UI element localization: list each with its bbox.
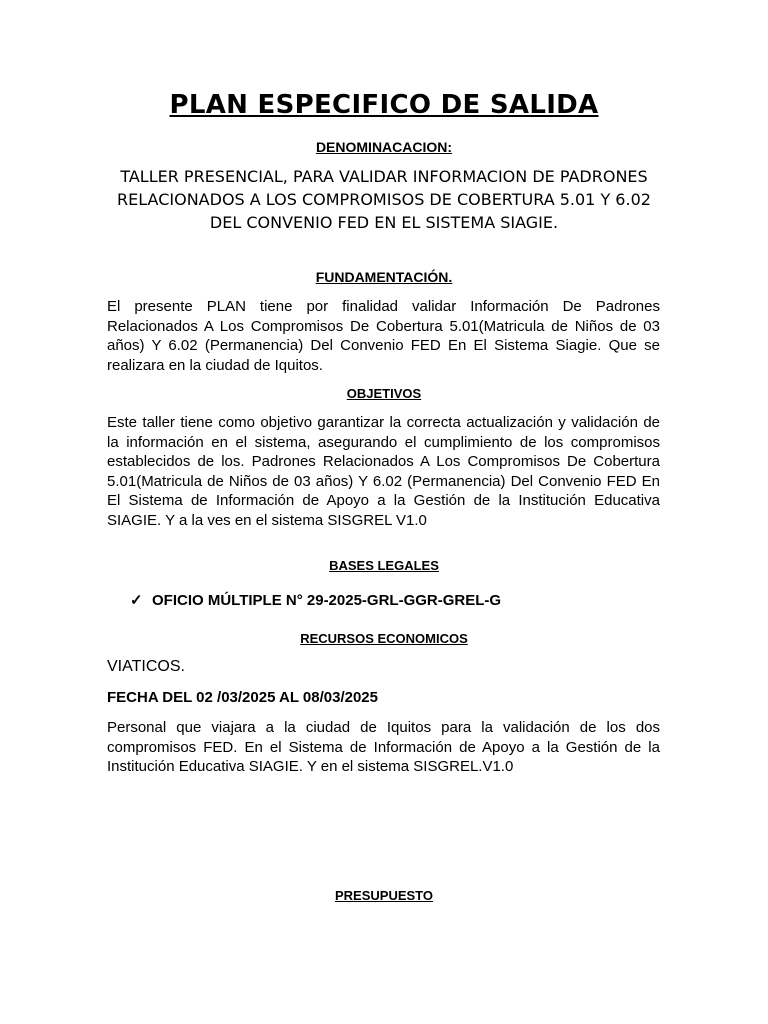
objetivos-heading: OBJETIVOS <box>346 386 422 401</box>
denominacion-heading: DENOMINACACION: <box>315 139 453 155</box>
checkmark-icon: ✓ <box>130 592 143 609</box>
recursos-text: Personal que viajara a la ciudad de Iquitos para la validación de los dos compromisos FED. En el Sistema de Información de Apoyo a la Gestión de la Institución Educativa SIAGIE. Y en el sistema SISGREL.V1.0 <box>107 719 660 775</box>
recursos-heading: RECURSOS ECONOMICOS <box>300 631 468 646</box>
fundamentacion-text: El presente PLAN tiene por finalidad validar Información De Padrones Relacionados A Los Compromisos De Cobertura 5.01(Matricula de Niños de 03 años) Y 6.02 (Permanencia) Del Convenio FED En El Sistema Siagie. Que se realizara en la ciudad de Iquitos. <box>107 298 660 374</box>
fundamentacion-heading: FUNDAMENTACIÓN. <box>315 269 453 285</box>
presupuesto-heading: PRESUPUESTO <box>334 888 433 903</box>
bases-legales-item <box>130 591 501 609</box>
objetivos-text: Este taller tiene como objetivo garantizar la correcta actualización y validación de la información en el sistema, asegurando el cumplimiento de los compromisos establecidos de los. Padrones Relacionados A Los Compromisos De Cobertura 5.01(Matricula de Niños de 03 años) Y 6.02 (Permanencia) Del Convenio FED En El Sistema de Información de Apoyo a la Gestión de la Institución Educativa SIAGIE. Y a la ves en el sistema SISGREL V1.0 <box>107 414 660 529</box>
fecha-text: FECHA DEL 02 /03/2025 AL 08/03/2025 <box>107 689 378 706</box>
bases-legales-item-label: OFICIO MÚLTIPLE N° 29-2025-GRL-GGR-GREL-G <box>152 592 502 609</box>
document-title: PLAN ESPECIFICO DE SALIDA <box>169 90 599 120</box>
denominacion-text: TALLER PRESENCIAL, PARA VALIDAR INFORMACION DE PADRONES RELACIONADOS A LOS COMPROMISOS DE COBERTURA 5.01 Y 6.02 DEL CONVENIO FED EN EL SISTEMA SIAGIE. <box>117 167 651 232</box>
bases-legales-heading: BASES LEGALES <box>329 558 439 573</box>
viaticos-text: VIATICOS. <box>107 658 185 675</box>
